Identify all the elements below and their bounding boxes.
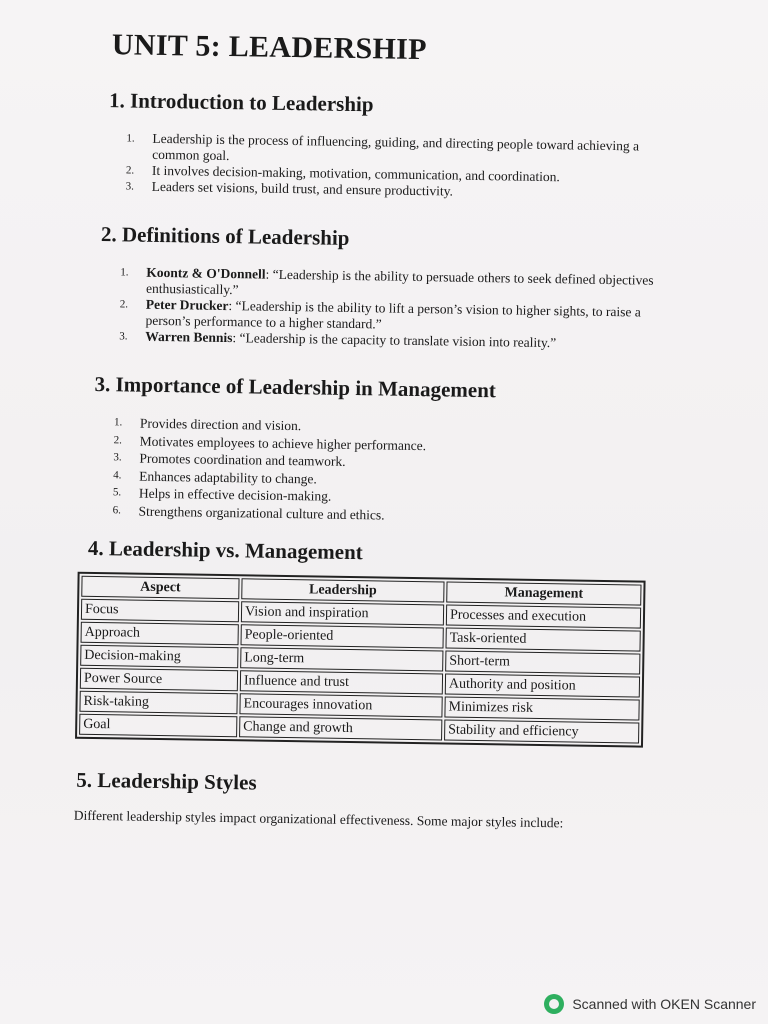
column-header-management: Management	[446, 582, 641, 606]
list-item: 5. Helps in effective decision-making.	[112, 485, 332, 504]
table-cell: Power Source	[80, 668, 238, 691]
scanner-watermark	[544, 994, 756, 1014]
section-heading-comparison: 4. Leadership vs. Management	[87, 535, 363, 565]
column-header-leadership: Leadership	[241, 578, 444, 602]
table-cell: Vision and inspiration	[241, 601, 444, 625]
section-heading-importance: 3. Importance of Leadership in Management	[94, 371, 497, 403]
importance-list	[112, 414, 634, 527]
leadership-vs-management-table	[75, 572, 646, 748]
definition-author: Koontz & O'Donnell	[146, 264, 266, 282]
list-item: 2. It involves decision-making, motivation, communication, and coordination.	[125, 162, 560, 185]
list-item: 2. Peter Drucker: “Leadership is the ability to lift a person’s vision to higher sights, to raise a person’s performance to a higher standard.”	[119, 296, 641, 332]
table-cell: Authority and position	[445, 673, 640, 697]
table-cell: Influence and trust	[240, 670, 443, 694]
table-cell: Decision-making	[80, 645, 238, 668]
table-cell: Encourages innovation	[239, 693, 442, 717]
list-item: 6. Strengthens organizational culture and ethics.	[112, 503, 385, 523]
introduction-list	[126, 130, 687, 203]
list-item: 2. Motivates employees to achieve higher performance.	[113, 433, 427, 453]
table-cell: Long-term	[240, 647, 443, 671]
list-item: 3. Warren Bennis: “Leadership is the capacity to translate vision into reality.”	[119, 328, 557, 351]
table-cell: Change and growth	[239, 716, 442, 740]
column-header-aspect: Aspect	[81, 576, 239, 599]
list-item: 1. Koontz & O'Donnell: “Leadership is the ability to persuade others to seek defined objectives enthusiastically.”	[120, 264, 654, 298]
table-cell: People-oriented	[241, 624, 444, 648]
section-heading-definitions: 2. Definitions of Leadership	[100, 222, 350, 250]
table-cell: Stability and efficiency	[444, 719, 639, 743]
list-item: 4. Enhances adaptability to change.	[113, 468, 317, 486]
list-item: 3. Leaders set visions, build trust, and ensure productivity.	[125, 178, 454, 199]
table-cell: Risk-taking	[79, 691, 237, 714]
table-cell: Processes and execution	[446, 605, 641, 629]
oken-scanner-logo-icon	[544, 994, 564, 1014]
styles-intro-text: Different leadership styles impact organizational effectiveness. Some major styles include:	[73, 807, 564, 831]
section-heading-styles: 5. Leadership Styles	[76, 767, 257, 795]
definitions-list	[119, 264, 660, 352]
section-heading-introduction: 1. Introduction to Leadership	[108, 88, 374, 117]
table-cell: Short-term	[445, 651, 640, 675]
list-item: 1. Leadership is the process of influencing, guiding, and directing people toward achieving a common goal.	[126, 130, 640, 164]
list-item: 1. Provides direction and vision.	[113, 415, 302, 434]
table-cell: Focus	[81, 599, 239, 622]
table-cell: Approach	[81, 622, 239, 645]
table-cell: Minimizes risk	[444, 696, 639, 720]
table-cell: Task-oriented	[445, 628, 640, 652]
definition-author: Warren Bennis	[145, 328, 233, 346]
table-cell: Goal	[79, 714, 237, 737]
scanner-watermark-text: Scanned with OKEN Scanner	[572, 996, 756, 1012]
definition-author: Peter Drucker	[145, 296, 229, 314]
document-content	[1, 0, 768, 831]
page-title: UNIT 5: LEADERSHIP	[111, 28, 428, 67]
list-item: 3. Promotes coordination and teamwork.	[113, 450, 346, 469]
